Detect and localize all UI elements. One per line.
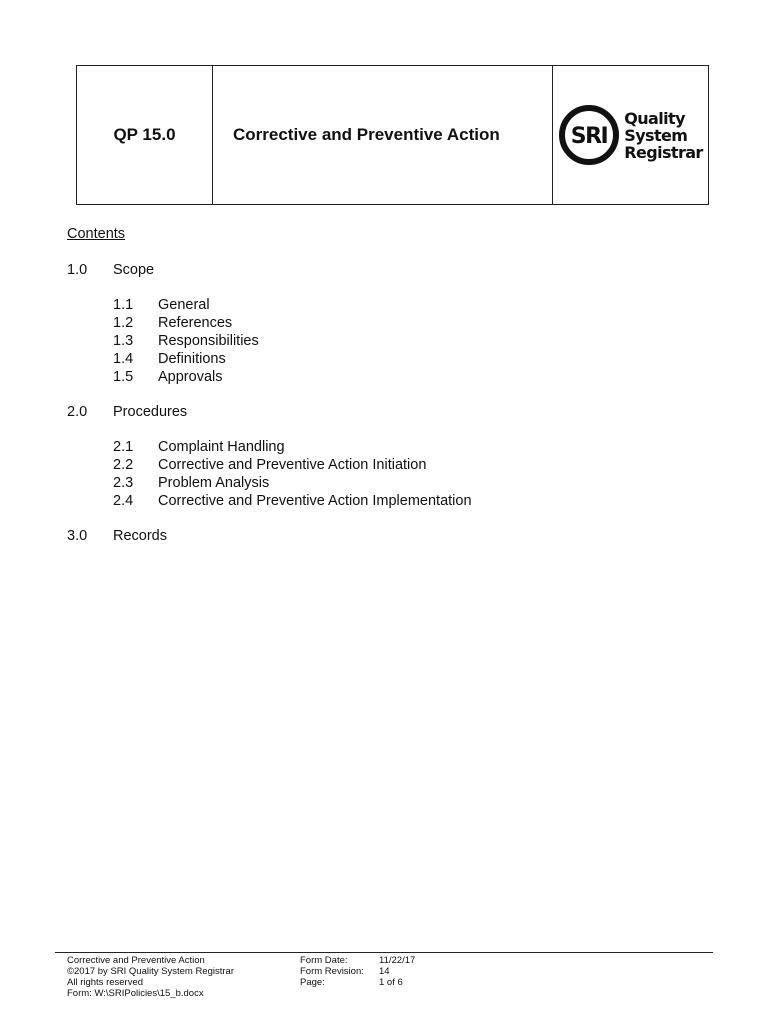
- table-of-contents: [67, 261, 472, 562]
- item-number: 1.1: [113, 297, 134, 313]
- sri-logo: [558, 104, 702, 166]
- footer-form-path: Form: W:\SRIPolicies\15_b.docx: [67, 988, 204, 999]
- section-label: Records: [113, 528, 167, 544]
- item-label: Corrective and Preventive Action Initiation: [158, 457, 427, 473]
- section-label: Scope: [113, 262, 155, 278]
- toc-item: [113, 368, 472, 386]
- form-revision-label: Form Revision:: [300, 966, 364, 977]
- toc-item: [113, 474, 472, 492]
- item-label: Approvals: [158, 369, 223, 385]
- section-label: Procedures: [113, 404, 188, 420]
- toc-item: [113, 332, 472, 350]
- toc-section-records: [67, 527, 472, 545]
- item-label: References: [158, 315, 233, 331]
- item-number: 2.1: [113, 439, 134, 455]
- page-label: Page:: [300, 977, 325, 988]
- footer-document-info: [67, 955, 234, 999]
- contents-heading: Contents: [67, 226, 126, 242]
- toc-item: [113, 456, 472, 474]
- item-number: 1.5: [113, 369, 134, 385]
- toc-subsection-list: [113, 296, 472, 386]
- header-table: [76, 65, 709, 205]
- doc-title-cell: [213, 66, 553, 204]
- sri-logo-mark: [558, 104, 620, 166]
- doc-number: QP 15.0: [113, 125, 176, 144]
- footer-field-labels: [300, 955, 364, 988]
- toc-subsection-list: [113, 438, 472, 510]
- item-number: 1.4: [113, 351, 134, 367]
- toc-item: [113, 314, 472, 332]
- footer-field-values: [379, 955, 415, 988]
- form-revision-value: 14: [379, 966, 390, 977]
- toc-section-scope: [67, 261, 472, 386]
- section-number: 1.0: [67, 262, 88, 278]
- item-label: Responsibilities: [158, 333, 259, 349]
- logo-mark-text: SRI: [571, 124, 608, 149]
- toc-item: [113, 438, 472, 456]
- footer-rights: All rights reserved: [67, 977, 144, 988]
- toc-item: [113, 296, 472, 314]
- logo-word-system: System: [624, 125, 688, 145]
- doc-number-cell: [77, 66, 213, 204]
- section-number: 2.0: [67, 404, 88, 420]
- footer-divider: [55, 952, 713, 953]
- item-number: 2.2: [113, 457, 134, 473]
- logo-cell: [553, 66, 708, 204]
- logo-word-registrar: Registrar: [624, 142, 703, 162]
- item-label: General: [158, 297, 210, 313]
- doc-title: Corrective and Preventive Action: [233, 125, 500, 144]
- item-number: 2.3: [113, 475, 134, 491]
- item-number: 1.3: [113, 333, 134, 349]
- toc-item: [113, 492, 472, 510]
- footer-doc-title: Corrective and Preventive Action: [67, 955, 205, 966]
- logo-wordmark: [624, 110, 702, 161]
- form-date-label: Form Date:: [300, 955, 348, 966]
- item-number: 1.2: [113, 315, 134, 331]
- page-number-value: 1 of 6: [379, 977, 403, 988]
- section-number: 3.0: [67, 528, 88, 544]
- toc-section-procedures: [67, 403, 472, 510]
- form-date-value: 11/22/17: [379, 955, 416, 966]
- item-number: 2.4: [113, 493, 134, 509]
- footer-copyright: ©2017 by SRI Quality System Registrar: [67, 966, 234, 977]
- item-label: Definitions: [158, 351, 226, 367]
- item-label: Corrective and Preventive Action Implementation: [158, 493, 472, 509]
- item-label: Complaint Handling: [158, 439, 285, 455]
- item-label: Problem Analysis: [158, 475, 270, 491]
- logo-word-quality: Quality: [624, 108, 685, 128]
- toc-item: [113, 350, 472, 368]
